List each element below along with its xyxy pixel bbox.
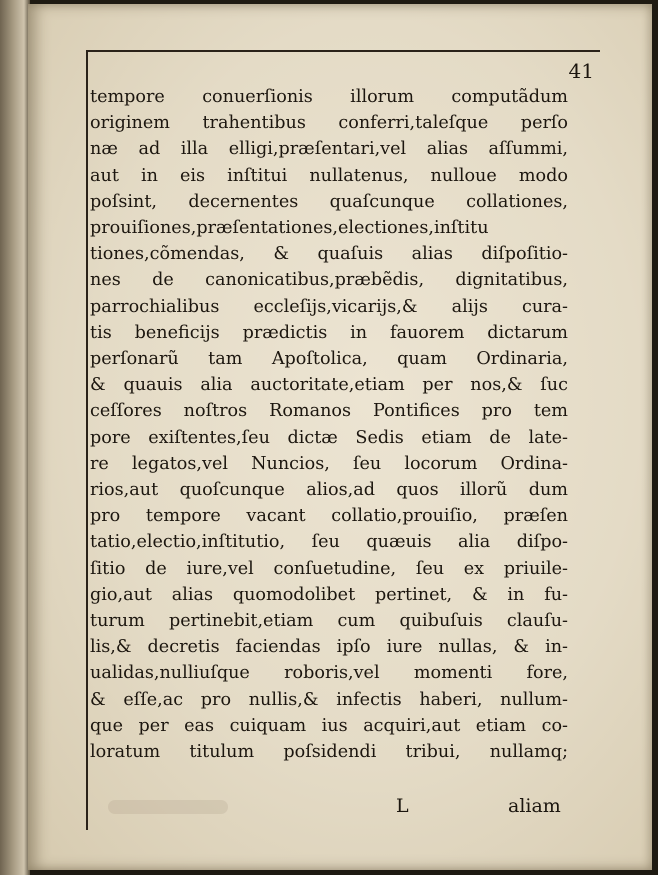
text-line: & eſſe,ac pro nullis,& infectis haberi, nullum- — [90, 689, 568, 710]
text-line: que per eas cuiquam ius acquiri,aut etiam co- — [90, 715, 568, 736]
facing-page-edge — [0, 0, 30, 875]
left-border-rule — [86, 50, 88, 830]
page-number: 41 — [568, 59, 594, 83]
catchword: aliam — [508, 795, 561, 817]
body-text — [90, 84, 568, 765]
text-line: lis,& decretis faciendas ipſo iure nullas, & in- — [90, 637, 568, 658]
text-line: tempore conuerſionis illorum computãdum — [90, 87, 568, 107]
text-line: prouiſiones,præſentationes,electiones,inſtitu — [90, 218, 489, 239]
text-line: tiones,cõmendas, & quaſuis alias diſpoſitio- — [90, 244, 568, 265]
book-page — [28, 4, 652, 870]
text-line: tatio,electio,inſtitutio, ſeu quæuis alia diſpo- — [90, 532, 568, 553]
text-line: re legatos,vel Nuncios, ſeu locorum Ordina- — [90, 453, 568, 474]
text-line: rios,aut quoſcunque alios,ad quos illorũ dum — [90, 480, 568, 501]
text-line: gio,aut alias quomodolibet pertinet, & in fu- — [90, 584, 568, 605]
text-line: ſitio de iure,vel conſuetudine, ſeu ex priuile- — [90, 558, 568, 579]
signature-mark: L — [396, 795, 409, 817]
text-line: ualidas,nulliuſque roboris,vel momenti fore, — [90, 663, 568, 684]
text-line: tis beneficijs prædictis in fauorem dictarum — [90, 322, 568, 343]
text-line: & quauis alia auctoritate,etiam per nos,& ſuc — [90, 375, 568, 396]
text-line: nes de canonicatibus,præbẽdis, dignitatibus, — [90, 270, 568, 291]
text-line: originem trahentibus conferri,taleſque perſo — [90, 113, 568, 134]
text-line: næ ad illa elligi,præſentari,vel alias aſſummi, — [90, 139, 568, 160]
text-line: pore exiſtentes,ſeu dictæ Sedis etiam de late- — [90, 427, 568, 448]
text-line: pro tempore vacant collatio,prouiſio, præſen — [90, 506, 568, 527]
text-line: parrochialibus eccleſijs,vicarijs,& alijs cura- — [90, 296, 568, 317]
text-line: perſonarũ tam Apoſtolica, quam Ordinaria, — [90, 349, 568, 370]
text-line: loratum titulum poſsidendi tribui, nullamq; — [90, 742, 568, 763]
text-line: turum pertinebit,etiam cum quibuſuis clauſu- — [90, 611, 568, 632]
text-line: poſsint, decernentes quaſcunque collationes, — [90, 191, 568, 212]
text-line: aut in eis inſtitui nullatenus, nulloue modo — [90, 165, 568, 186]
top-border-rule — [88, 50, 600, 52]
text-line: ceſſores noſtros Romanos Pontifices pro tem — [90, 401, 568, 422]
ink-bleed-mark — [108, 800, 228, 814]
